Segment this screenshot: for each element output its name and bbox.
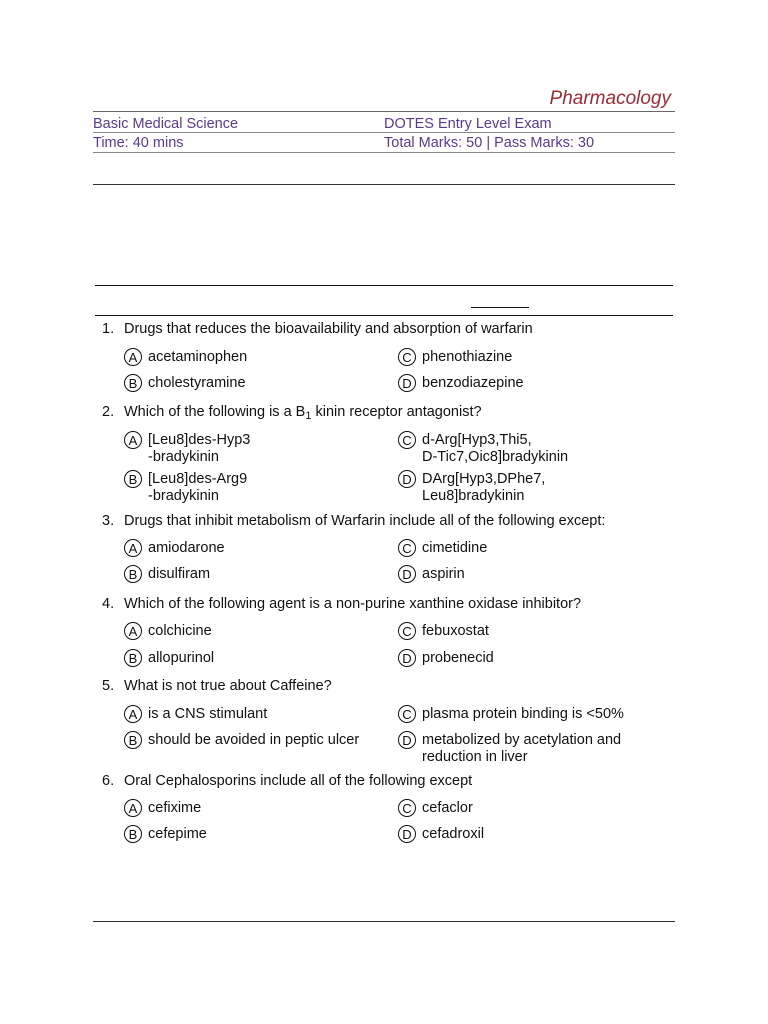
question-text <box>124 404 482 422</box>
option-a-circle: A <box>124 539 142 557</box>
exam-label: DOTES Entry Level Exam <box>384 116 552 132</box>
option-b-circle: B <box>124 470 142 488</box>
option-a[interactable] <box>124 623 212 640</box>
question-text: Drugs that reduces the bioavailability and absorption of warfarin <box>124 321 533 337</box>
question-number: 2. <box>102 404 115 420</box>
option-b-circle: B <box>124 731 142 749</box>
option-text: cimetidine <box>422 540 488 556</box>
divider <box>95 315 673 316</box>
option-b[interactable] <box>124 826 207 843</box>
option-text: cefadroxil <box>422 826 485 842</box>
divider <box>93 152 675 153</box>
option-d-circle: D <box>398 649 416 667</box>
option-d[interactable] <box>398 471 545 505</box>
divider <box>95 285 673 286</box>
option-c-circle: C <box>398 431 416 449</box>
option-text: cefepime <box>148 826 207 842</box>
divider <box>93 184 675 185</box>
option-text: cholestyramine <box>148 375 246 391</box>
option-a[interactable] <box>124 349 247 366</box>
option-a-circle: A <box>124 622 142 640</box>
option-b-circle: B <box>124 565 142 583</box>
question-text: What is not true about Caffeine? <box>124 678 332 694</box>
option-b[interactable] <box>124 732 359 749</box>
question-text: Which of the following agent is a non-purine xanthine oxidase inhibitor? <box>124 596 582 612</box>
option-text: [Leu8]des-Arg9 -bradykinin <box>148 471 248 504</box>
question-number: 4. <box>102 596 115 612</box>
option-c-circle: C <box>398 799 416 817</box>
time-label: Time: 40 mins <box>93 135 184 151</box>
option-a-circle: A <box>124 431 142 449</box>
option-c-circle: C <box>398 539 416 557</box>
option-text: colchicine <box>148 623 212 639</box>
option-b[interactable] <box>124 375 246 392</box>
option-text: benzodiazepine <box>422 375 524 391</box>
option-d[interactable] <box>398 826 484 843</box>
option-d[interactable] <box>398 566 465 583</box>
question-number: 3. <box>102 513 115 529</box>
option-b[interactable] <box>124 650 214 667</box>
option-text: allopurinol <box>148 650 215 666</box>
option-c[interactable] <box>398 540 487 557</box>
option-b[interactable] <box>124 566 210 583</box>
option-c[interactable] <box>398 623 489 640</box>
option-text: amiodarone <box>148 540 225 556</box>
question-text: Oral Cephalosporins include all of the following except <box>124 773 473 789</box>
option-text: probenecid <box>422 650 494 666</box>
divider <box>93 111 675 112</box>
option-text: [Leu8]des-Hyp3 -bradykinin <box>148 432 251 465</box>
option-d-circle: D <box>398 470 416 488</box>
marks-label: Total Marks: 50 | Pass Marks: 30 <box>384 135 595 151</box>
footer-divider <box>93 921 675 922</box>
question-number: 5. <box>102 678 115 694</box>
option-b-circle: B <box>124 649 142 667</box>
option-text: is a CNS stimulant <box>148 706 268 722</box>
option-a-circle: A <box>124 799 142 817</box>
option-text: cefaclor <box>422 800 473 816</box>
option-text: DArg[Hyp3,DPhe7, Leu8]bradykinin <box>422 471 546 504</box>
divider <box>93 132 675 133</box>
option-a[interactable] <box>124 432 250 466</box>
option-b[interactable] <box>124 471 247 505</box>
option-a[interactable] <box>124 800 201 817</box>
option-text: metabolized by acetylation and reduction in liver <box>422 732 622 765</box>
option-text: acetaminophen <box>148 349 248 365</box>
question-number: 6. <box>102 773 115 789</box>
option-c-circle: C <box>398 348 416 366</box>
option-a-circle: A <box>124 348 142 366</box>
option-text: d-Arg[Hyp3,Thi5, D-Tic7,Oic8]bradykinin <box>422 432 569 465</box>
subject-title: Pharmacology <box>549 88 671 109</box>
option-c-circle: C <box>398 705 416 723</box>
option-d-circle: D <box>398 731 416 749</box>
option-d[interactable] <box>398 650 494 667</box>
question-text-part: Which of the following is a B <box>124 404 306 420</box>
option-a[interactable] <box>124 706 267 723</box>
course-label: Basic Medical Science <box>93 116 239 132</box>
option-text: cefixime <box>148 800 202 816</box>
question-text: Drugs that inhibit metabolism of Warfarin include all of the following except: <box>124 513 606 529</box>
option-b-circle: B <box>124 374 142 392</box>
option-d-circle: D <box>398 565 416 583</box>
option-d[interactable] <box>398 732 621 766</box>
option-text: plasma protein binding is <50% <box>422 706 624 722</box>
short-rule <box>471 307 529 308</box>
option-text: aspirin <box>422 566 465 582</box>
option-text: should be avoided in peptic ulcer <box>148 732 360 748</box>
option-text: disulfiram <box>148 566 211 582</box>
option-b-circle: B <box>124 825 142 843</box>
option-c-circle: C <box>398 622 416 640</box>
option-d[interactable] <box>398 375 524 392</box>
option-c[interactable] <box>398 349 512 366</box>
option-a[interactable] <box>124 540 225 557</box>
question-number: 1. <box>102 321 115 337</box>
option-text: febuxostat <box>422 623 489 639</box>
option-a-circle: A <box>124 705 142 723</box>
option-text: phenothiazine <box>422 349 513 365</box>
subscript: 1 <box>305 410 312 422</box>
option-c[interactable] <box>398 706 624 723</box>
question-text-part: kinin receptor antagonist? <box>311 404 482 420</box>
option-d-circle: D <box>398 374 416 392</box>
option-c[interactable] <box>398 432 568 466</box>
option-d-circle: D <box>398 825 416 843</box>
option-c[interactable] <box>398 800 473 817</box>
